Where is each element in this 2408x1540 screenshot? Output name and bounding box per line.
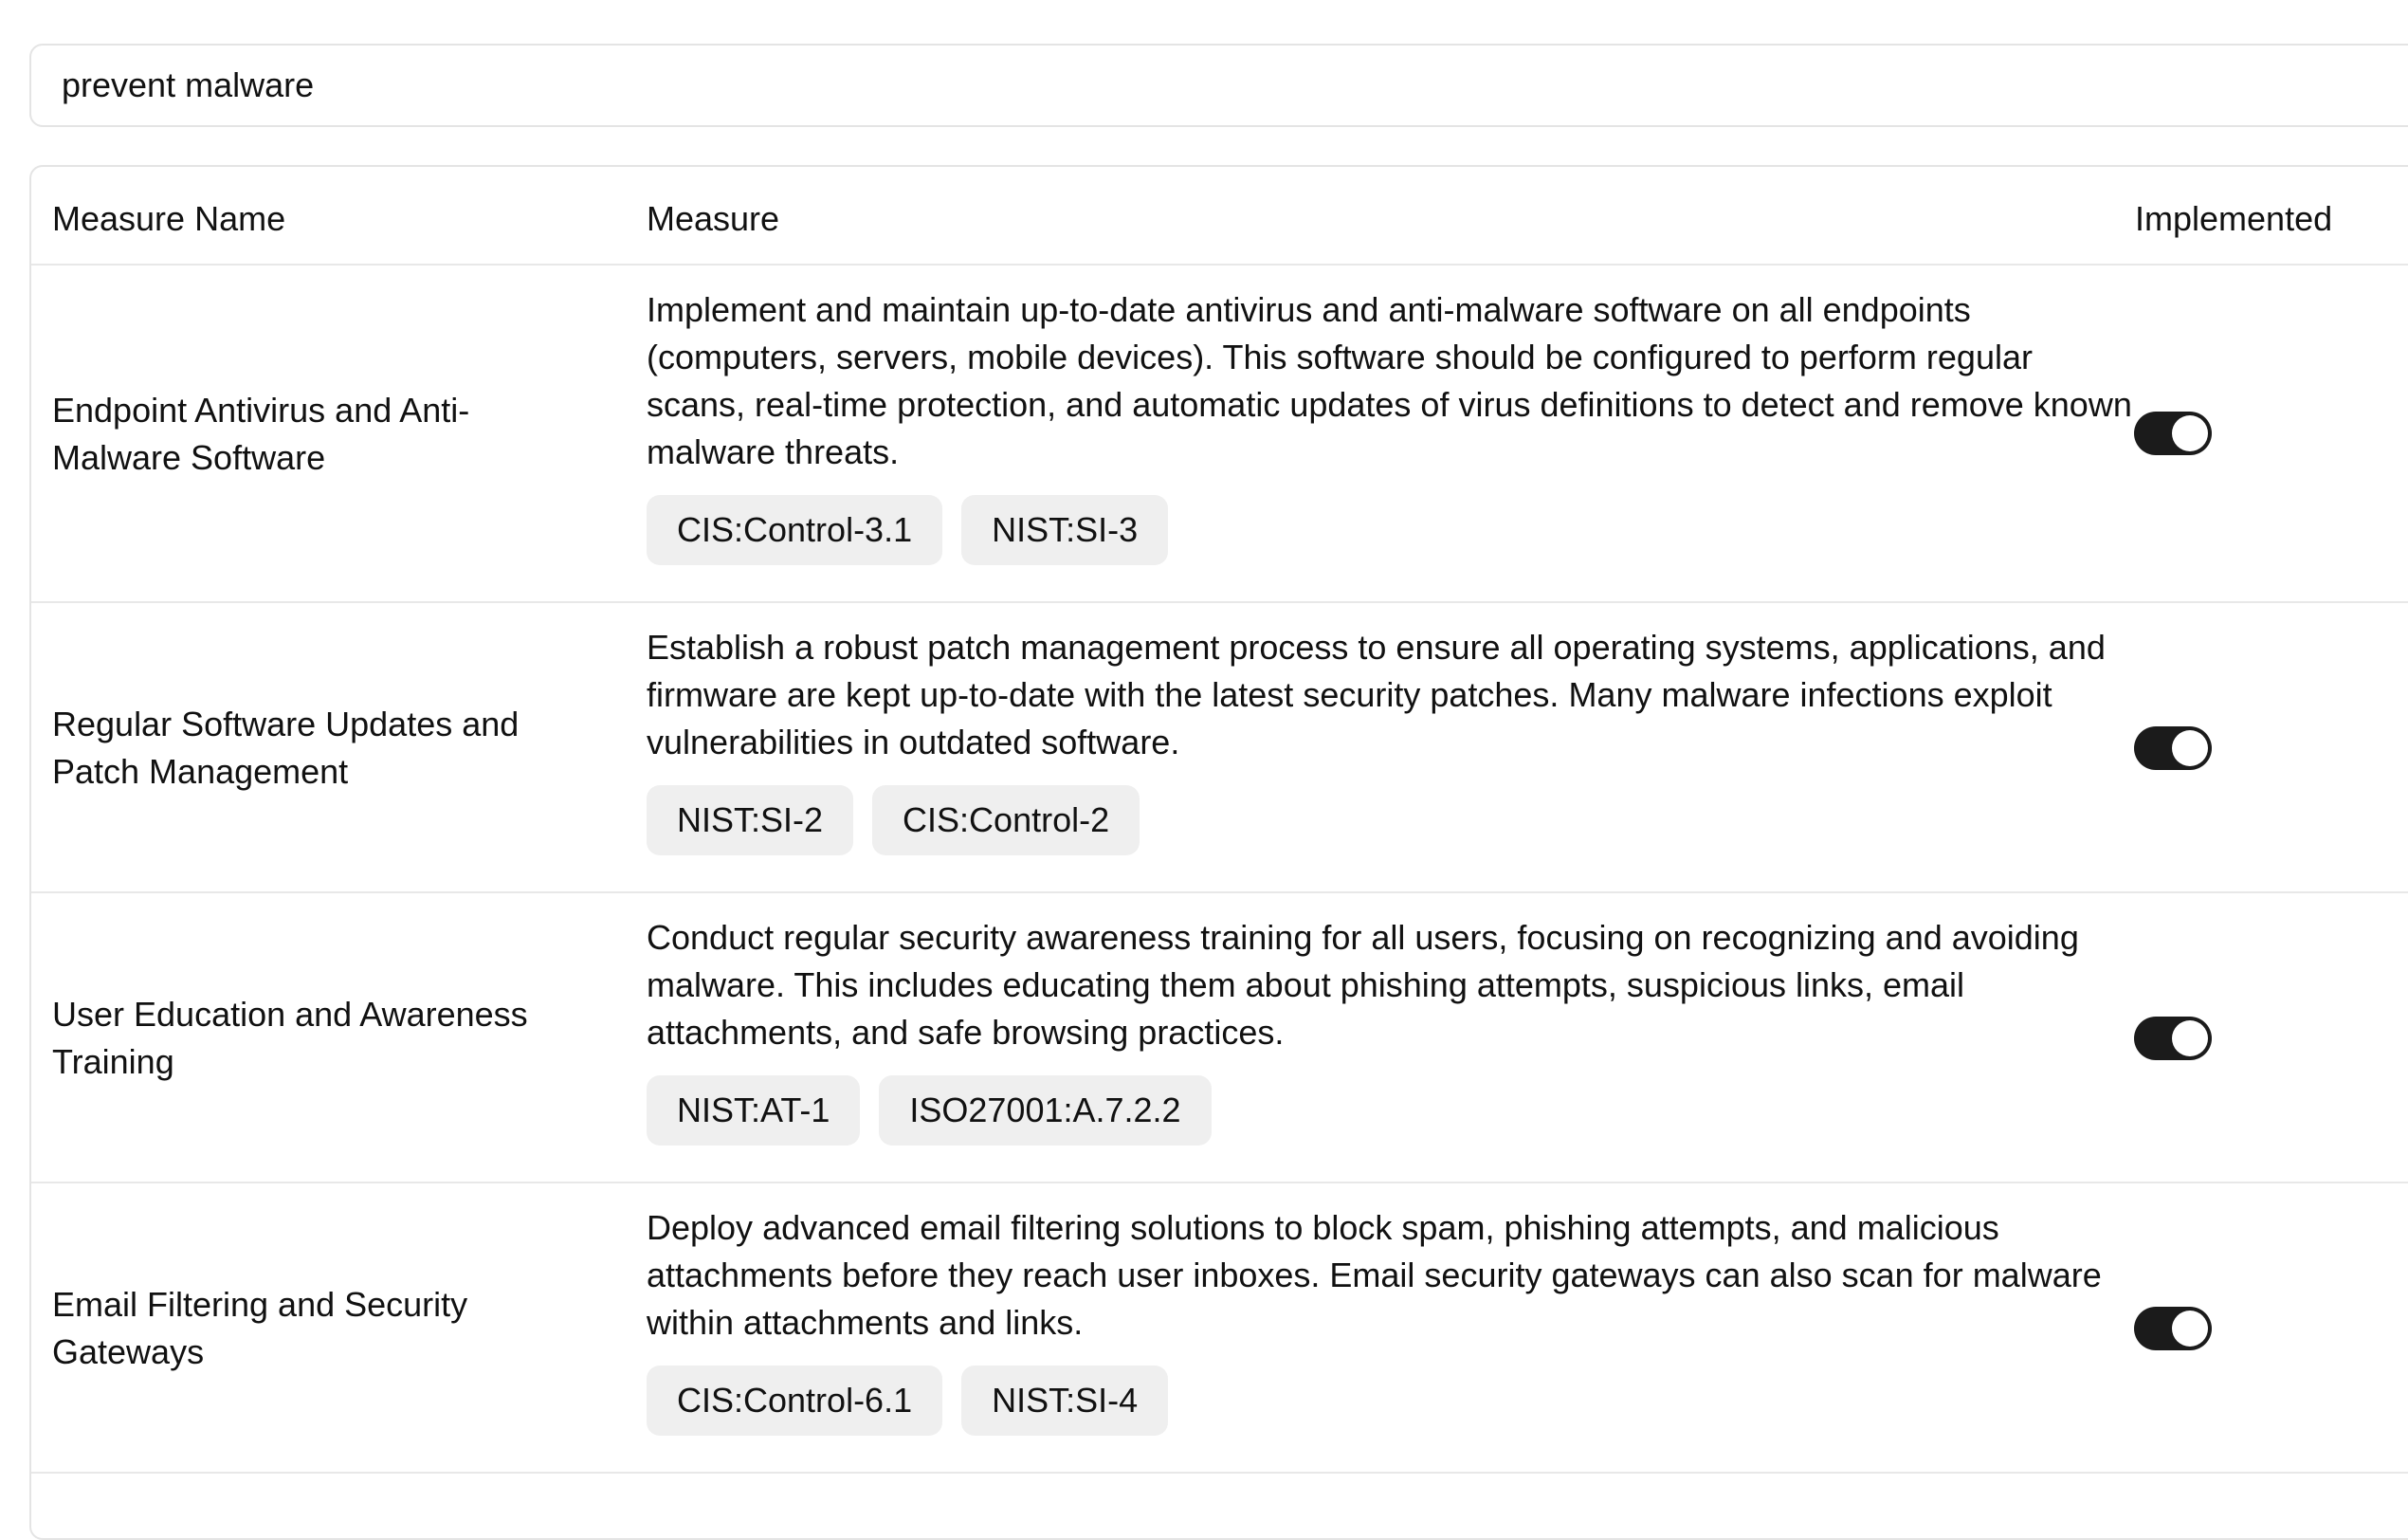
table-row (31, 893, 2408, 1183)
measure-description: Deploy advanced email filtering solutions to block spam, phishing attempts, and malicious attachments before they reach user inboxes. Email security gateways can also scan for malware within attachments and links. (647, 1208, 2102, 1342)
control-tag[interactable]: CIS:Control-6.1 (647, 1366, 942, 1436)
table-row (31, 1183, 2408, 1474)
measure-name: Endpoint Antivirus and Anti-Malware Software (52, 391, 470, 477)
measure-description: Establish a robust patch management process to ensure all operating systems, applications, and firmware are kept up-to-date with the latest security patches. Many malware infections exploit vulnerabilities in outdated software. (647, 628, 2106, 761)
column-header-implemented[interactable]: Implemented (2135, 199, 2333, 238)
measure-description: Conduct regular security awareness training for all users, focusing on recognizing and avoiding malware. This includes educating them about phishing attempts, suspicious links, email attachments, and safe browsing practices. (647, 918, 2079, 1052)
measure-cell (647, 914, 2135, 1146)
table-header (31, 167, 2408, 266)
measure-name: Regular Software Updates and Patch Management (52, 705, 520, 791)
control-tag[interactable]: ISO27001:A.7.2.2 (879, 1075, 1211, 1146)
control-tag[interactable]: NIST:SI-2 (647, 785, 853, 855)
control-tag[interactable]: CIS:Control-2 (872, 785, 1140, 855)
measure-cell (647, 624, 2135, 855)
measure-cell (647, 1204, 2135, 1436)
measure-cell (647, 286, 2135, 565)
toggle-knob (2172, 1311, 2208, 1347)
measures-table (29, 165, 2408, 1540)
implemented-toggle[interactable] (2134, 1307, 2212, 1350)
toggle-knob (2172, 1020, 2208, 1056)
tag-list (647, 1075, 2135, 1146)
tag-list (647, 785, 2135, 855)
implemented-toggle[interactable] (2134, 1017, 2212, 1060)
tag-list (647, 1366, 2135, 1436)
tag-list (647, 495, 2135, 565)
toggle-knob (2172, 415, 2208, 451)
control-tag[interactable]: NIST:SI-3 (961, 495, 1168, 565)
table-row (31, 266, 2408, 603)
measure-name: User Education and Awareness Training (52, 995, 528, 1081)
search-input[interactable] (62, 65, 1768, 105)
column-header-measure[interactable]: Measure (647, 199, 780, 238)
toggle-knob (2172, 730, 2208, 766)
implemented-toggle[interactable] (2134, 412, 2212, 455)
measure-name: Email Filtering and Security Gateways (52, 1285, 468, 1371)
implemented-toggle[interactable] (2134, 726, 2212, 770)
column-header-measure-name[interactable]: Measure Name (52, 199, 286, 238)
control-tag[interactable]: CIS:Control-3.1 (647, 495, 942, 565)
search-box[interactable] (29, 44, 2408, 127)
table-row (31, 603, 2408, 893)
control-tag[interactable]: NIST:AT-1 (647, 1075, 860, 1146)
measure-description: Implement and maintain up-to-date antivirus and anti-malware software on all endpoints (computers, servers, mobile devices). This software should be configured to perform regular scans, real-time protection, and automatic updates of virus definitions to detect and remove known malware threats. (647, 290, 2132, 471)
control-tag[interactable]: NIST:SI-4 (961, 1366, 1168, 1436)
